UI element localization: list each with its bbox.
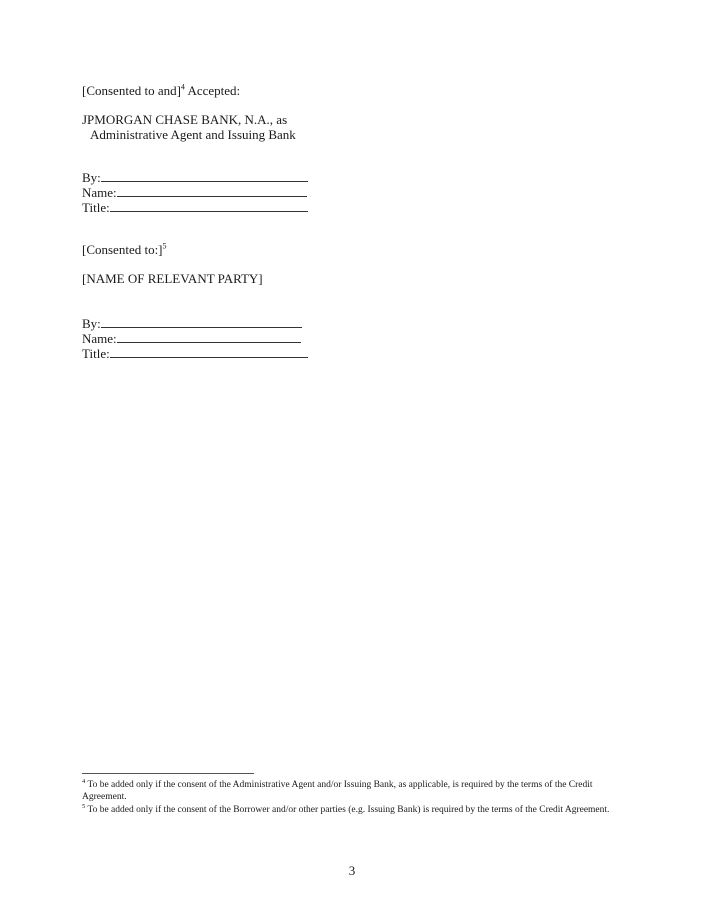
footnote-5-number: 5 xyxy=(82,802,86,810)
name-signature-rule xyxy=(117,185,307,197)
footnote-ref-4: 4 xyxy=(180,82,185,92)
title-label: Title: xyxy=(82,346,110,361)
party-name-line-2: Administrative Agent and Issuing Bank xyxy=(90,127,296,142)
by-signature-rule xyxy=(101,170,308,182)
signature-name-line-2 xyxy=(82,331,301,346)
title-label: Title: xyxy=(82,200,110,215)
consent-heading-1-suffix: Accepted: xyxy=(184,83,241,98)
name-signature-rule xyxy=(117,331,301,343)
consent-heading-2-text: [Consented to:] xyxy=(82,242,163,257)
consent-heading-1 xyxy=(82,83,240,98)
footnote-separator xyxy=(82,773,254,774)
signature-title-line-1 xyxy=(82,200,308,215)
by-label: By: xyxy=(82,316,101,331)
footnote-5 xyxy=(82,804,627,816)
by-signature-rule xyxy=(101,316,302,328)
signature-by-line-2 xyxy=(82,316,302,331)
footnote-5-text: To be added only if the consent of the Borrower and/or other parties (e.g. Issuing Bank) is required by the terms of the Credit Agreement. xyxy=(85,805,610,815)
name-label: Name: xyxy=(82,185,117,200)
footnote-4-text: To be added only if the consent of the Administrative Agent and/or Issuing Bank, as applicable, is required by the terms of the Credit Agreement. xyxy=(82,780,593,802)
consent-heading-1-text: [Consented to and] xyxy=(82,83,181,98)
signature-name-line-1 xyxy=(82,185,307,200)
title-signature-rule xyxy=(110,346,308,358)
page-number: 3 xyxy=(348,863,356,878)
signature-by-line-1 xyxy=(82,170,308,185)
name-label: Name: xyxy=(82,331,117,346)
party-name-line-1: JPMORGAN CHASE BANK, N.A., as xyxy=(82,112,288,127)
footnote-4 xyxy=(82,779,627,803)
footnote-4-number: 4 xyxy=(82,777,86,785)
by-label: By: xyxy=(82,170,101,185)
title-signature-rule xyxy=(110,200,308,212)
footnote-ref-5: 5 xyxy=(162,241,167,251)
signature-title-line-2 xyxy=(82,346,308,361)
relevant-party-name: [NAME OF RELEVANT PARTY] xyxy=(82,271,263,286)
consent-heading-2 xyxy=(82,242,167,257)
